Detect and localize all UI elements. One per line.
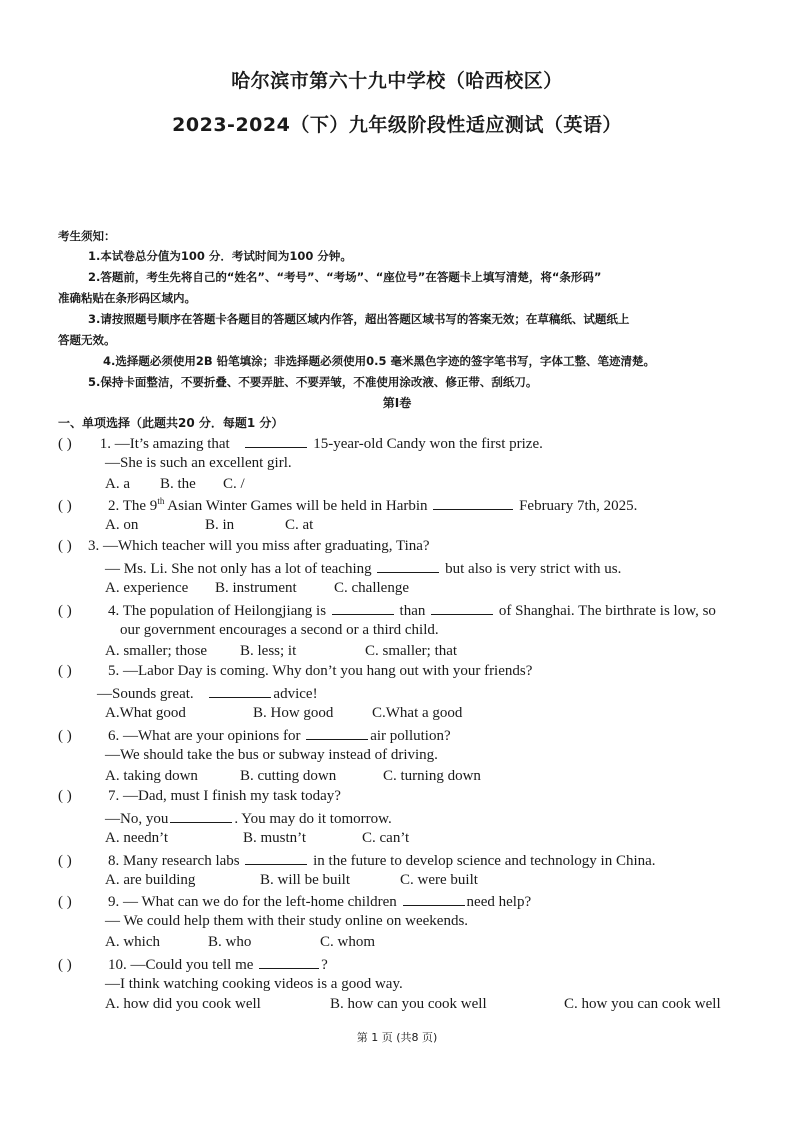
question-text: —No, you bbox=[105, 811, 169, 827]
options-10 bbox=[105, 996, 721, 1013]
option-c: C. turning down bbox=[383, 768, 481, 784]
question-text: February 7th, 2025. bbox=[519, 498, 638, 514]
option-b: B. cutting down bbox=[240, 768, 337, 784]
answer-blank bbox=[431, 601, 493, 615]
answer-blank bbox=[306, 726, 368, 740]
option-c: C. can’t bbox=[362, 830, 410, 846]
question-text: 10. —Could you tell me bbox=[108, 957, 254, 973]
answer-paren[interactable]: ( ) bbox=[58, 728, 72, 744]
question-text: than bbox=[399, 603, 426, 619]
notice-item: 准确粘贴在条形码区域内。 bbox=[58, 291, 196, 305]
question-6-line2: —We should take the bus or subway instead of driving. bbox=[105, 747, 438, 763]
option-b: B. will be built bbox=[260, 872, 350, 888]
options-8 bbox=[105, 872, 478, 889]
notice-item: 4.选择题必须使用2B 铅笔填涂；非选择题必须使用0.5 毫米黑色字迹的签字笔书写，字体工整、笔迹清楚。 bbox=[103, 354, 656, 368]
question-text: need help? bbox=[466, 894, 532, 910]
question-text: in the future to develop science and technology in China. bbox=[313, 853, 656, 869]
question-text: 3. —Which teacher will you miss after graduating, Tina? bbox=[88, 538, 430, 554]
option-a: A. a bbox=[105, 476, 130, 492]
question-4 bbox=[58, 601, 716, 620]
option-a: A. are building bbox=[105, 872, 196, 888]
option-b: B. in bbox=[205, 517, 235, 533]
question-10 bbox=[58, 955, 328, 974]
question-text: 8. Many research labs bbox=[108, 853, 240, 869]
question-text: —Sounds great. bbox=[97, 686, 194, 702]
page-footer: 第 1 页 (共8 页) bbox=[356, 1031, 438, 1044]
question-6 bbox=[58, 726, 451, 745]
option-a: A. experience bbox=[105, 580, 189, 596]
question-text: Asian Winter Games will be held in Harbin bbox=[164, 498, 428, 514]
notice-item: 2.答题前，考生先将自己的“姓名”、“考号”、“考场”、“座位号”在答题卡上填写清楚，将“条形码” bbox=[88, 270, 602, 284]
question-3 bbox=[58, 538, 430, 555]
question-text: 2. The 9 bbox=[108, 498, 158, 514]
question-text: — Ms. Li. She not only has a lot of teaching bbox=[105, 561, 372, 577]
answer-blank bbox=[433, 496, 513, 510]
notice-item: 1.本试卷总分值为100 分．考试时间为100 分钟。 bbox=[88, 249, 352, 263]
option-b: B. who bbox=[208, 934, 252, 950]
question-text: 1. —It’s amazing that bbox=[99, 436, 230, 452]
answer-paren[interactable]: ( ) bbox=[58, 538, 72, 554]
answer-blank bbox=[403, 892, 465, 906]
question-text: ? bbox=[321, 957, 328, 973]
question-8 bbox=[58, 851, 656, 870]
option-b: B. how can you cook well bbox=[330, 996, 487, 1012]
option-c: C. were built bbox=[400, 872, 478, 888]
answer-blank bbox=[245, 851, 307, 865]
exam-title-school: 哈尔滨市第六十九中学校（哈西校区） bbox=[231, 70, 563, 92]
question-text: 9. — What can we do for the left-home children bbox=[108, 894, 397, 910]
question-1-line2: —She is such an excellent girl. bbox=[105, 455, 292, 471]
answer-paren[interactable]: ( ) bbox=[58, 957, 72, 973]
volume-label: 第Ⅰ卷 bbox=[382, 396, 412, 410]
option-a: A. on bbox=[105, 517, 139, 533]
question-text: 6. —What are your opinions for bbox=[108, 728, 301, 744]
answer-blank bbox=[377, 559, 439, 573]
question-text: 15-year-old Candy won the first prize. bbox=[313, 436, 543, 452]
option-b: B. the bbox=[160, 476, 196, 492]
notice-item: 3.请按照题号顺序在答题卡各题目的答题区域内作答，超出答题区域书写的答案无效；在草稿纸、试题纸上 bbox=[88, 312, 630, 326]
options-9 bbox=[105, 934, 375, 951]
question-text: 4. The population of Heilongjiang is bbox=[108, 603, 327, 619]
notice-heading: 考生须知： bbox=[58, 229, 116, 243]
question-7 bbox=[58, 788, 341, 805]
option-b: B. mustn’t bbox=[243, 830, 307, 846]
answer-paren[interactable]: ( ) bbox=[58, 788, 72, 804]
options-2 bbox=[105, 517, 313, 534]
question-7-line2 bbox=[105, 809, 392, 828]
answer-blank bbox=[209, 684, 271, 698]
option-c: C.What a good bbox=[372, 705, 463, 721]
option-a: A.What good bbox=[105, 705, 186, 721]
question-9 bbox=[58, 892, 531, 911]
question-text: . You may do it tomorrow. bbox=[234, 811, 392, 827]
options-5 bbox=[105, 705, 462, 722]
superscript: th bbox=[157, 496, 165, 506]
notice-item: 答题无效。 bbox=[58, 333, 116, 347]
option-c: C. how you can cook well bbox=[564, 996, 721, 1012]
option-a: A. how did you cook well bbox=[105, 996, 261, 1012]
question-1 bbox=[58, 434, 543, 453]
answer-blank bbox=[245, 434, 307, 448]
answer-paren[interactable]: ( ) bbox=[58, 603, 72, 619]
answer-paren[interactable]: ( ) bbox=[58, 498, 72, 514]
section-heading: 一、单项选择（此题共20 分．每题1 分） bbox=[58, 416, 284, 430]
answer-paren[interactable]: ( ) bbox=[58, 436, 72, 452]
option-c: C. at bbox=[285, 517, 314, 533]
question-text: 7. —Dad, must I finish my task today? bbox=[108, 788, 341, 804]
notice-item: 5.保持卡面整洁，不要折叠、不要弄脏、不要弄皱，不准使用涂改液、修正带、刮纸刀。 bbox=[88, 375, 538, 389]
option-c: C. challenge bbox=[334, 580, 409, 596]
question-3-line2 bbox=[105, 559, 621, 578]
question-text: 5. —Labor Day is coming. Why don’t you hang out with your friends? bbox=[108, 663, 533, 679]
option-b: B. less; it bbox=[240, 643, 297, 659]
option-a: A. needn’t bbox=[105, 830, 169, 846]
question-10-line2: —I think watching cooking videos is a good way. bbox=[105, 976, 403, 992]
options-6 bbox=[105, 768, 481, 785]
answer-paren[interactable]: ( ) bbox=[58, 894, 72, 910]
options-7 bbox=[105, 830, 409, 847]
options-4 bbox=[105, 643, 457, 660]
question-text: advice! bbox=[273, 686, 318, 702]
exam-title-subject: 2023-2024（下）九年级阶段性适应测试（英语） bbox=[172, 114, 622, 136]
answer-blank bbox=[259, 955, 319, 969]
option-a: A. which bbox=[105, 934, 160, 950]
option-a: A. smaller; those bbox=[105, 643, 208, 659]
option-c: C. whom bbox=[320, 934, 376, 950]
question-5-line2 bbox=[97, 684, 318, 703]
option-c: C. / bbox=[223, 476, 245, 492]
question-text: but also is very strict with us. bbox=[445, 561, 622, 577]
question-4-line2: our government encourages a second or a third child. bbox=[120, 622, 439, 638]
answer-paren[interactable]: ( ) bbox=[58, 663, 72, 679]
options-1 bbox=[105, 476, 245, 493]
question-text: air pollution? bbox=[370, 728, 451, 744]
question-2 bbox=[58, 496, 637, 515]
answer-paren[interactable]: ( ) bbox=[58, 853, 72, 869]
question-9-line2: — We could help them with their study online on weekends. bbox=[105, 913, 469, 929]
answer-blank bbox=[170, 809, 232, 823]
options-3 bbox=[105, 580, 409, 597]
option-b: B. How good bbox=[253, 705, 334, 721]
answer-blank bbox=[332, 601, 394, 615]
question-5 bbox=[58, 663, 532, 680]
question-text: of Shanghai. The birthrate is low, so bbox=[498, 603, 716, 619]
option-a: A. taking down bbox=[105, 768, 198, 784]
option-b: B. instrument bbox=[215, 580, 297, 596]
option-c: C. smaller; that bbox=[365, 643, 458, 659]
